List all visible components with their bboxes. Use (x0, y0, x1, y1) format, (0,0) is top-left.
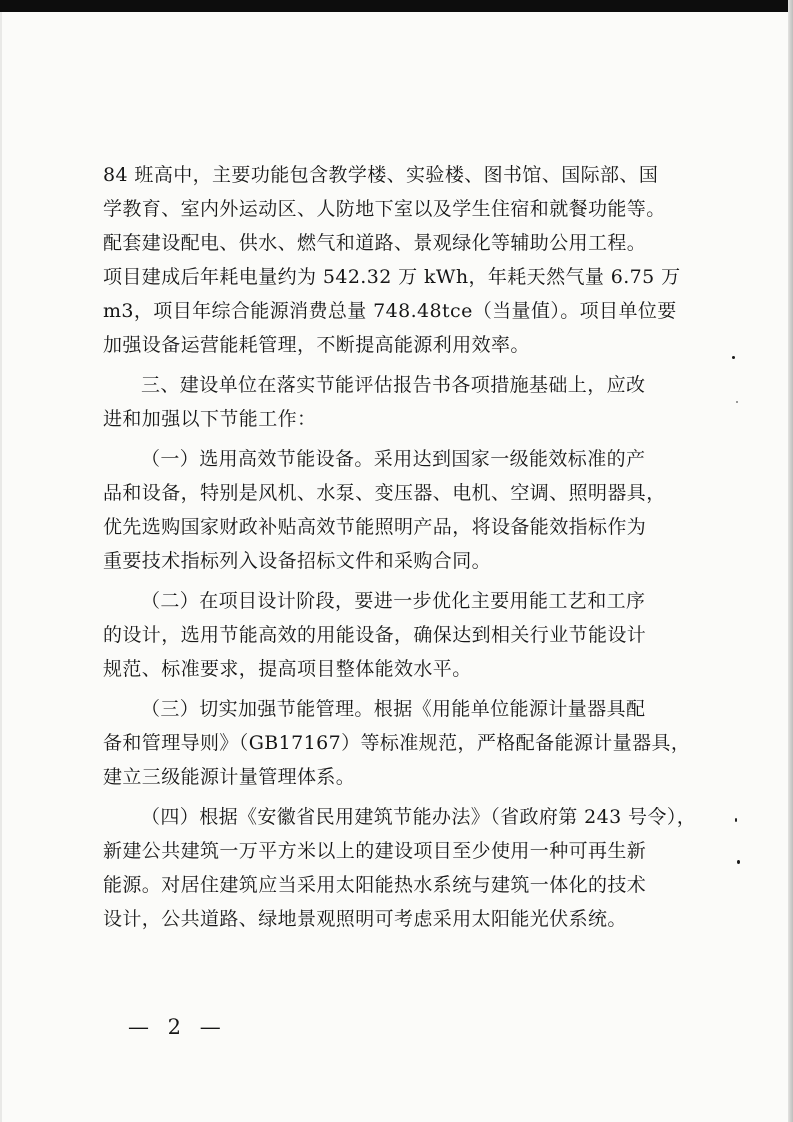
scan-speck (736, 401, 738, 403)
text-line: 进和加强以下节能工作： (103, 408, 317, 430)
text-line: （四）根据《安徽省民用建筑节能办法》（省政府第 243 号令）， (141, 806, 697, 828)
paragraph (103, 158, 703, 362)
paragraph (103, 368, 703, 436)
text-line: 能源。对居住建筑应当采用太阳能热水系统与建筑一体化的技术 (103, 874, 647, 896)
scan-edge-top (0, 0, 793, 12)
scan-edge-right (788, 0, 793, 1122)
text-line: （一）选用高效节能设备。采用达到国家一级能效标准的产 (141, 448, 646, 470)
paragraph (103, 442, 703, 578)
text-line: 加强设备运营能耗管理，不断提高能源利用效率。 (103, 334, 530, 356)
text-line: 重要技术指标列入设备招标文件和采购合同。 (103, 550, 492, 572)
text-line: 品和设备，特别是风机、水泵、变压器、电机、空调、照明器具， (103, 482, 666, 504)
text-line: 84 班高中，主要功能包含教学楼、实验楼、图书馆、国际部、国 (103, 164, 659, 186)
text-line: 的设计，选用节能高效的用能设备，确保达到相关行业节能设计 (103, 624, 647, 646)
paragraph (103, 584, 703, 686)
text-line: 项目建成后年耗电量约为 542.32 万 kWh，年耗天然气量 6.75 万 (103, 266, 681, 288)
text-line: 备和管理导则》（GB17167）等标准规范，严格配备能源计量器具， (103, 732, 691, 754)
text-line: （三）切实加强节能管理。根据《用能单位能源计量器具配 (141, 698, 646, 720)
text-line: 学教育、室内外运动区、人防地下室以及学生住宿和就餐功能等。 (103, 198, 666, 220)
text-line: 建立三级能源计量管理体系。 (103, 766, 356, 788)
text-line: 配套建设配电、供水、燃气和道路、景观绿化等辅助公用工程。 (103, 232, 647, 254)
text-line: 新建公共建筑一万平方米以上的建设项目至少使用一种可再生新 (103, 840, 647, 862)
text-line: 优先选购国家财政补贴高效节能照明产品，将设备能效指标作为 (103, 516, 647, 538)
page-number: — 2 — (128, 1015, 227, 1039)
text-line: 设计，公共道路、绿地景观照明可考虑采用太阳能光伏系统。 (103, 908, 627, 930)
scan-speck (735, 818, 737, 822)
text-line: 三、建设单位在落实节能评估报告书各项措施基础上，应改 (141, 374, 646, 396)
scan-speck (732, 356, 735, 359)
text-line: 规范、标准要求，提高项目整体能效水平。 (103, 658, 472, 680)
text-line: （二）在项目设计阶段，要进一步优化主要用能工艺和工序 (141, 590, 646, 612)
text-line: m3，项目年综合能源消费总量 748.48tce（当量值）。项目单位要 (103, 300, 677, 322)
paragraph (103, 692, 703, 794)
scan-edge-left (0, 12, 2, 1122)
scan-speck (737, 860, 740, 864)
paragraph (103, 800, 703, 936)
document-body (103, 158, 703, 936)
